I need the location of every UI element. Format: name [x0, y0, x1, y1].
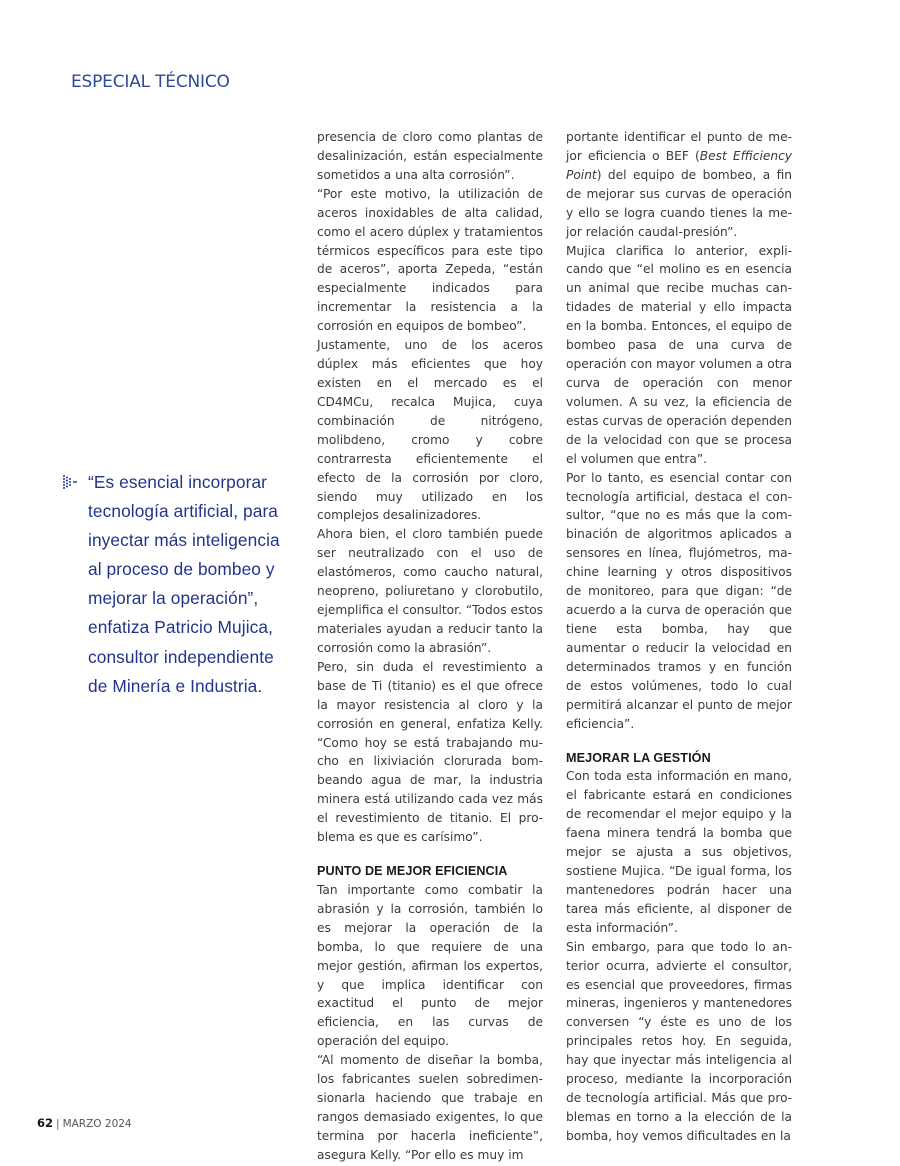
text-run: ) del equipo de bombeo, a fin de mejorar sus curvas de operación y ello se logra cuando tienes la mejor relación caudal-presión”. [566, 167, 792, 239]
dotted-quote-marker-icon [62, 474, 80, 490]
paragraph: Justamente, uno de los aceros dúplex más eficientes que hoy existen en el mercado es el CD4MCu, recalca Mujica, cuya combinación de nitrógeno, molibdeno, cromo y cobre contrarresta eficientemente el efecto de la corrosión por cloro, siendo muy utilizado en los complejos desalinizadores. [317, 338, 543, 523]
pull-quote-text: “Es esencial incorporar tecnología artificial, para inyectar más inteligencia al proceso de bombeo y mejorar la operación”, enfatiza Patricio Mujica, consultor independiente de Minería e Industria. [88, 472, 280, 696]
paragraph [566, 128, 792, 242]
italic-term: Best Efficiency Point [566, 148, 792, 182]
paragraph: “Al momento de diseñar la bomba, los fabricantes suelen sobredimensionarla haciendo que trabaje en rangos demasiado exigentes, lo que termina por hacerla ineficiente”, asegura Kelly. “Por ello es muy im [317, 1053, 543, 1162]
paragraph: Con toda esta información en mano, el fabricante estará en condiciones de recomendar el mejor equipo y la faena minera tendrá la bomba que mejor se ajusta a sus objetivos, sostiene Mujica. “De igual forma, los mantenedores podrán hacer una tarea más eficiente, al disponer de esta información”. [566, 769, 792, 935]
article-column-1 [317, 128, 543, 1165]
subheading-punto-de-mejor-eficiencia: PUNTO DE MEJOR EFICIENCIA [317, 864, 508, 879]
pull-quote [62, 468, 294, 701]
subheading-mejorar-la-gestion: MEJORAR LA GESTIÓN [566, 750, 711, 765]
paragraph: Sin embargo, para que todo lo anterior ocurra, advierte el consultor, es esencial que proveedores, firmas mineras, ingenieros y mantenedores conversen “y éste es uno de los principales retos hoy. En seguida, hay que inyectar más inteligencia al proceso, mediante la incorporación de tecnología artificial. Más que problemas en torno a la elección de la bomba, hoy vemos dificultades en la [566, 939, 792, 1143]
page-number: 62 [37, 1116, 54, 1130]
section-header: ESPECIAL TÉCNICO [71, 72, 230, 92]
paragraph: Tan importante como combatir la abrasión y la corrosión, también lo es mejorar la operación de la bomba, lo que requiere de una mejor gestión, afirman los expertos, y que implica identificar con exactitud el punto de mejor eficiencia, en las curvas de operación del equipo. [317, 882, 543, 1049]
page-footer [37, 1116, 132, 1130]
paragraph: presencia de cloro como plantas de desalinización, están especialmente sometidos a una alta corrosión”. [317, 130, 543, 182]
footer-separator: | [56, 1118, 60, 1130]
text-run: portante identificar el punto de mejor eficiencia o BEF ( [566, 130, 792, 163]
paragraph: Por lo tanto, es esencial contar con tecnología artificial, destaca el consultor, “que no es más que la combinación de algoritmos aplicados a sensores en línea, flujómetros, machine learning y otros dispositivos de monitoreo, para que digan: “de acuerdo a la curva de operación que tiene esta bomba, hay que aumentar o reducir la velocidad en determinados tramos y en función de estos volúmenes, todo lo cual permitirá alcanzar el punto de mejor eficiencia”. [566, 470, 792, 731]
paragraph: Ahora bien, el cloro también puede ser neutralizado con el uso de elastómeros, como caucho natural, neopreno, poliuretano y clorobutilo, ejemplifica el consultor. “Todos estos materiales ayudan a reducir tanto la corrosión como la abrasión”. [317, 527, 543, 655]
paragraph: Pero, sin duda el revestimiento a base de Ti (titanio) es el que ofrece la mayor resistencia al cloro y la corrosión en general, enfatiza Kelly. “Como hoy se está trabajando mucho en lixiviación clorurada bombeando agua de mar, la industria minera está utilizando cada vez más el revestimiento de titanio. El problema es que es carísimo”. [317, 659, 543, 845]
paragraph: “Por este motivo, la utilización de aceros inoxidables de alta calidad, como el acero dúplex y tratamientos térmicos específicos para este tipo de aceros”, aporta Zepeda, “están especialmente indicados para incrementar la resistencia a la corrosión en equipos de bombeo”. [317, 186, 543, 334]
issue-date: MARZO 2024 [62, 1118, 132, 1130]
paragraph: Mujica clarifica lo anterior, explicando que “el molino es en esencia un animal que recibe muchas cantidades de material y ello impacta en la bomba. Entonces, el equipo de bombeo pasa de una curva de operación con mayor volumen a otra curva de operación con menor volumen. A su vez, la eficiencia de estas curvas de operación dependen de la velocidad con que se procesa el volumen que entra”. [566, 243, 792, 466]
article-column-2 [566, 128, 792, 1146]
